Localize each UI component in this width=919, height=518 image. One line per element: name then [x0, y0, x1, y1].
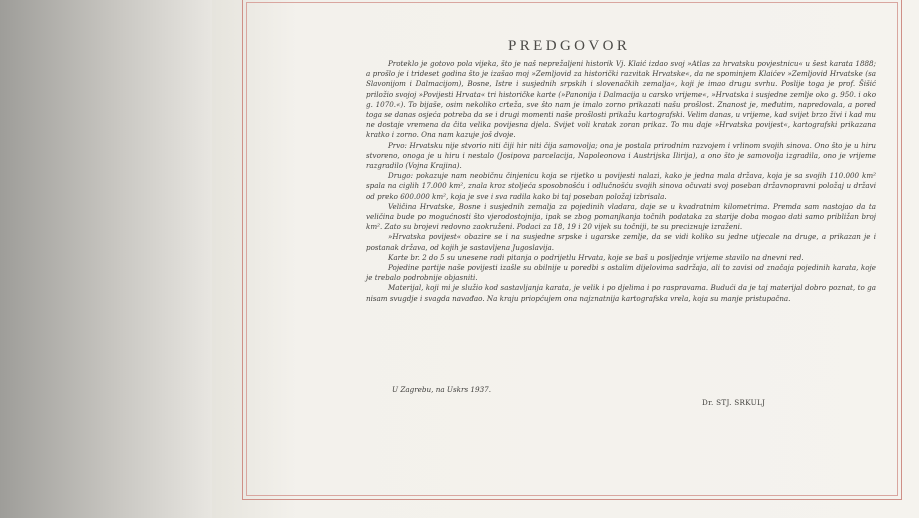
paragraph: Drugo: pokazuje nam neobičnu činjenicu koja se rijetko u povijesti nalazi, kako je jedna mala država, koja je sa svojih 110.000 km² spala na ciglih 17.000 km², znala kroz stoljeća sposobnošću i odlučnošću svojih sinova očuvati svoj poseban državnopravni položaj u državi od preko 600.000 km², koja je sve i sva radila kako bi taj poseban položaj izbrisala. — [366, 171, 876, 201]
paragraph: Materijal, koji mi je služio kod sastavljanja karata, je velik i po djelima i po raspravama. Budući da je taj materijal dobro poznat, to ga nisam svugdje i svagda navađao. Na kraju priopćujem ona najznatnija kartografska vrela, koja su manje pristupačna. — [366, 283, 876, 303]
paragraph: Veličina Hrvatske, Bosne i susjednih zemalja za pojedinih vladara, daje se u kvadratnim kilometrima. Premda sam nastojao da ta veličina bude po mogućnosti što vjerodostojnija, ipak se zbog pomanjkanja točnih podataka za starije doba mogao dati samo približan broj km². Zato su brojevi redovno zaokruženi. Podaci za 18, 19 i 20 vijek su točniji, te su precizније izraženi. — [366, 201, 876, 232]
book-page — [212, 0, 919, 518]
paragraph: Pojedine partije naše povijesti izašle su obilnije u poredbi s ostalim dijelovima sadržaja, ali to zavisi od značaja pojedinih karata, koje je trebalo podrobnije objasniti. — [366, 263, 876, 283]
author-signature: Dr. STJ. SRKULJ — [702, 398, 766, 407]
paragraph: Prvo: Hrvatsku nije stvorio niti čiji hir niti čija samovolja; ona je postala prirodnim razvojem i vrlinom svojih sinova. Ono što je u hiru stvoreno, onoga je u hiru i nestalo (Josipova parcelacija, Napoleonova i Austrijska Ilirija), a ono što je samovolja izgradila, ono je vrijeme razgradilo (Vojna Krajina). — [366, 140, 876, 171]
paragraph: Karte br. 2 do 5 su unesene radi pitanja o podrijetlu Hrvata, koje se baš u posljednje vrijeme stavilo na dnevni red. — [388, 252, 804, 262]
preface-body — [366, 59, 876, 304]
place-date-signoff: U Zagrebu, na Uskrs 1937. — [392, 385, 491, 394]
paragraph: Proteklo je gotovo pola vijeka, što je naš neprežaljeni historik Vj. Klaić izdao svoj »Atlas za hrvatsku povjestnicu« u šest karata 1888; a prošlo je i trideset godina što je izašao moj »Zemljovid za historički razvitak Hrvatske«, da ne spominjem Klaićev »Zemljovid Hrvatske (sa Slavonijom i Dalmacijom), Bosne, Istre i susjednih srpskih i slovenačkih zemalja«, koji je imao drugu svrhu. Poslije toga je prof. Šišić priložio svojoj »Povijesti Hrvata« tri historičke karte (»Panonija i Dalmacija u carsko vrijeme«, »Hrvatska i susjedne zemlje oko g. 950. i oko g. 1070.«). To bijaše, osim nekoliko crteža, sve što nam je imalo zorno prikazati našu prošlost. Znanost je, međutim, napredovala, a pored toga se danas osjeća potreba da se i drugi momenti naše prošlosti prikažu kartografski. Velim danas, u vrijeme, kad svijet brzo živi i kad mu ne dostaje vremena da čita velika povijesna djela. Svijet voli kratak zoran prikaz. To mu daje »Hrvatska povijest«, kartografski prikazana kratko i zorno. Ona nam kazuje još dvoje. — [366, 59, 876, 140]
paragraph: »Hrvatska povijest« obazire se i na susjedne srpske i ugarske zemlje, da se vidi koliko su jedne utjecale na druge, a prikazan je i postanak država, od kojih je sastavljena Jugoslavija. — [366, 232, 876, 252]
book-gutter-shadow — [0, 0, 215, 518]
page-title: PREDGOVOR — [508, 38, 631, 54]
